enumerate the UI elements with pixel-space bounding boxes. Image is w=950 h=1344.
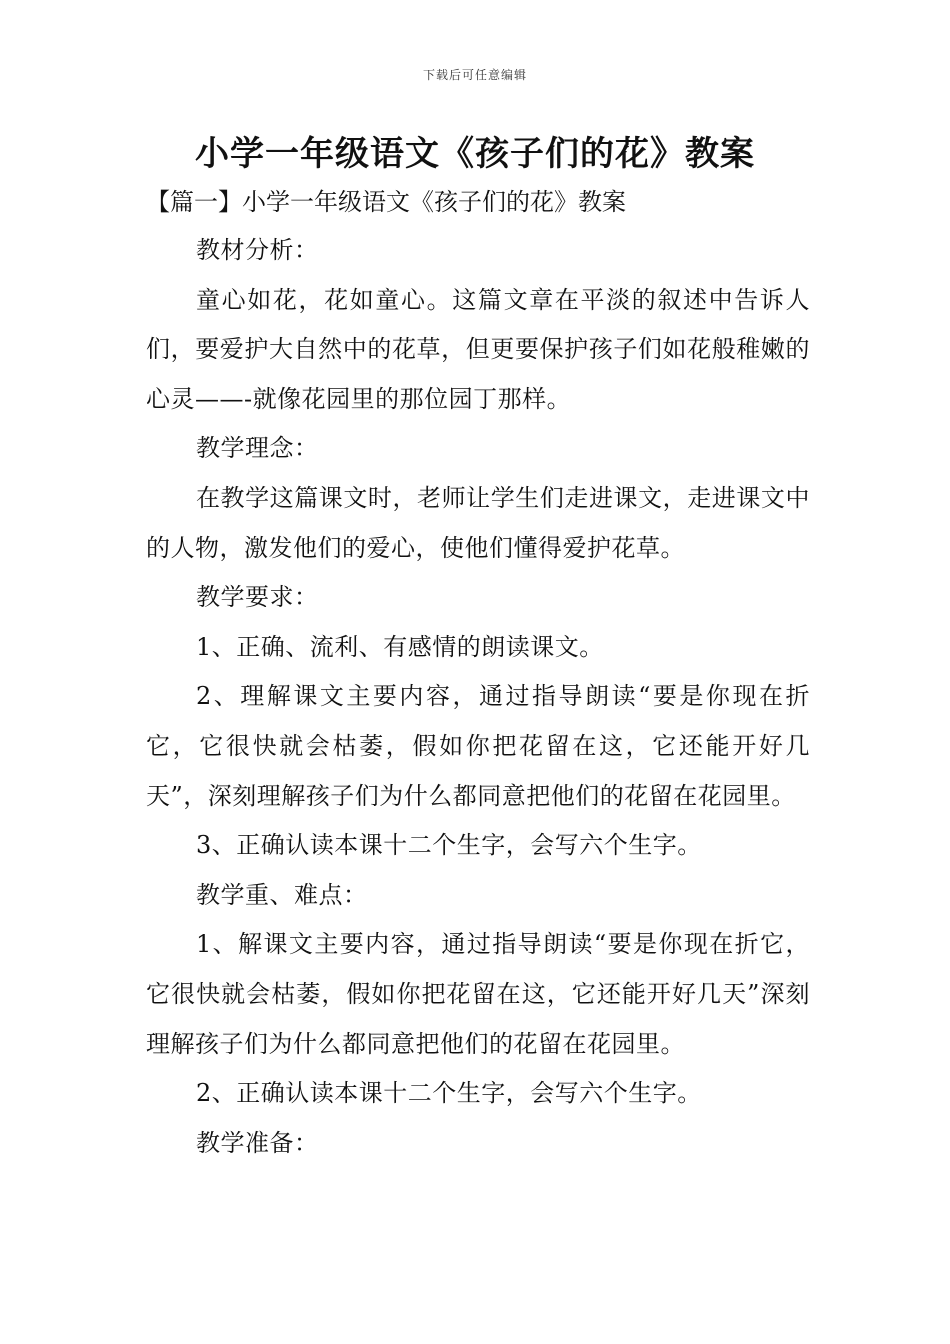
heading-teaching-philosophy: 教学理念： — [196, 434, 319, 463]
heading-key-difficult-points: 教学重、难点： — [196, 880, 368, 909]
paragraph-teaching-philosophy: 在教学这篇课文时，老师让学生们走进课文，走进课文中的人物，激发他们的爱心，使他们懂得爱护花草。 — [146, 483, 810, 562]
key-point-item-2: 2、正确认读本课十二个生字，会写六个生字。 — [196, 1079, 702, 1108]
requirement-item-1: 1、正确、流利、有感情的朗读课文。 — [196, 632, 604, 661]
heading-material-analysis: 教材分析： — [196, 236, 319, 264]
heading-teaching-requirements: 教学要求： — [196, 583, 319, 612]
key-point-item-1: 1、解课文主要内容，通过指导朗读“要是你现在折它，它很快就会枯萎，假如你把花留在这，它还能开好几天”深刻理解孩子们为什么都同意把他们的花留在花园里。 — [146, 930, 810, 1058]
document-title: 小学一年级语文《孩子们的花》教案 — [195, 134, 755, 174]
body-text — [146, 226, 810, 1168]
requirement-item-2: 2、理解课文主要内容，通过指导朗读“要是你现在折它，它很快就会枯萎，假如你把花留在这，它还能开好几天”，深刻理解孩子们为什么都同意把他们的花留在花园里。 — [146, 682, 810, 810]
section-subtitle: 【篇一】小学一年级语文《孩子们的花》教案 — [146, 188, 626, 216]
header-note: 下载后可任意编辑 — [422, 68, 527, 82]
heading-teaching-preparation: 教学准备： — [196, 1128, 319, 1157]
paragraph-material-analysis: 童心如花，花如童心。这篇文章在平淡的叙述中告诉人们，要爱护大自然中的花草，但更要保护孩子们如花般稚嫩的心灵——-就像花园里的那位园丁那样。 — [146, 285, 810, 413]
requirement-item-3: 3、正确认读本课十二个生字，会写六个生字。 — [196, 831, 702, 860]
